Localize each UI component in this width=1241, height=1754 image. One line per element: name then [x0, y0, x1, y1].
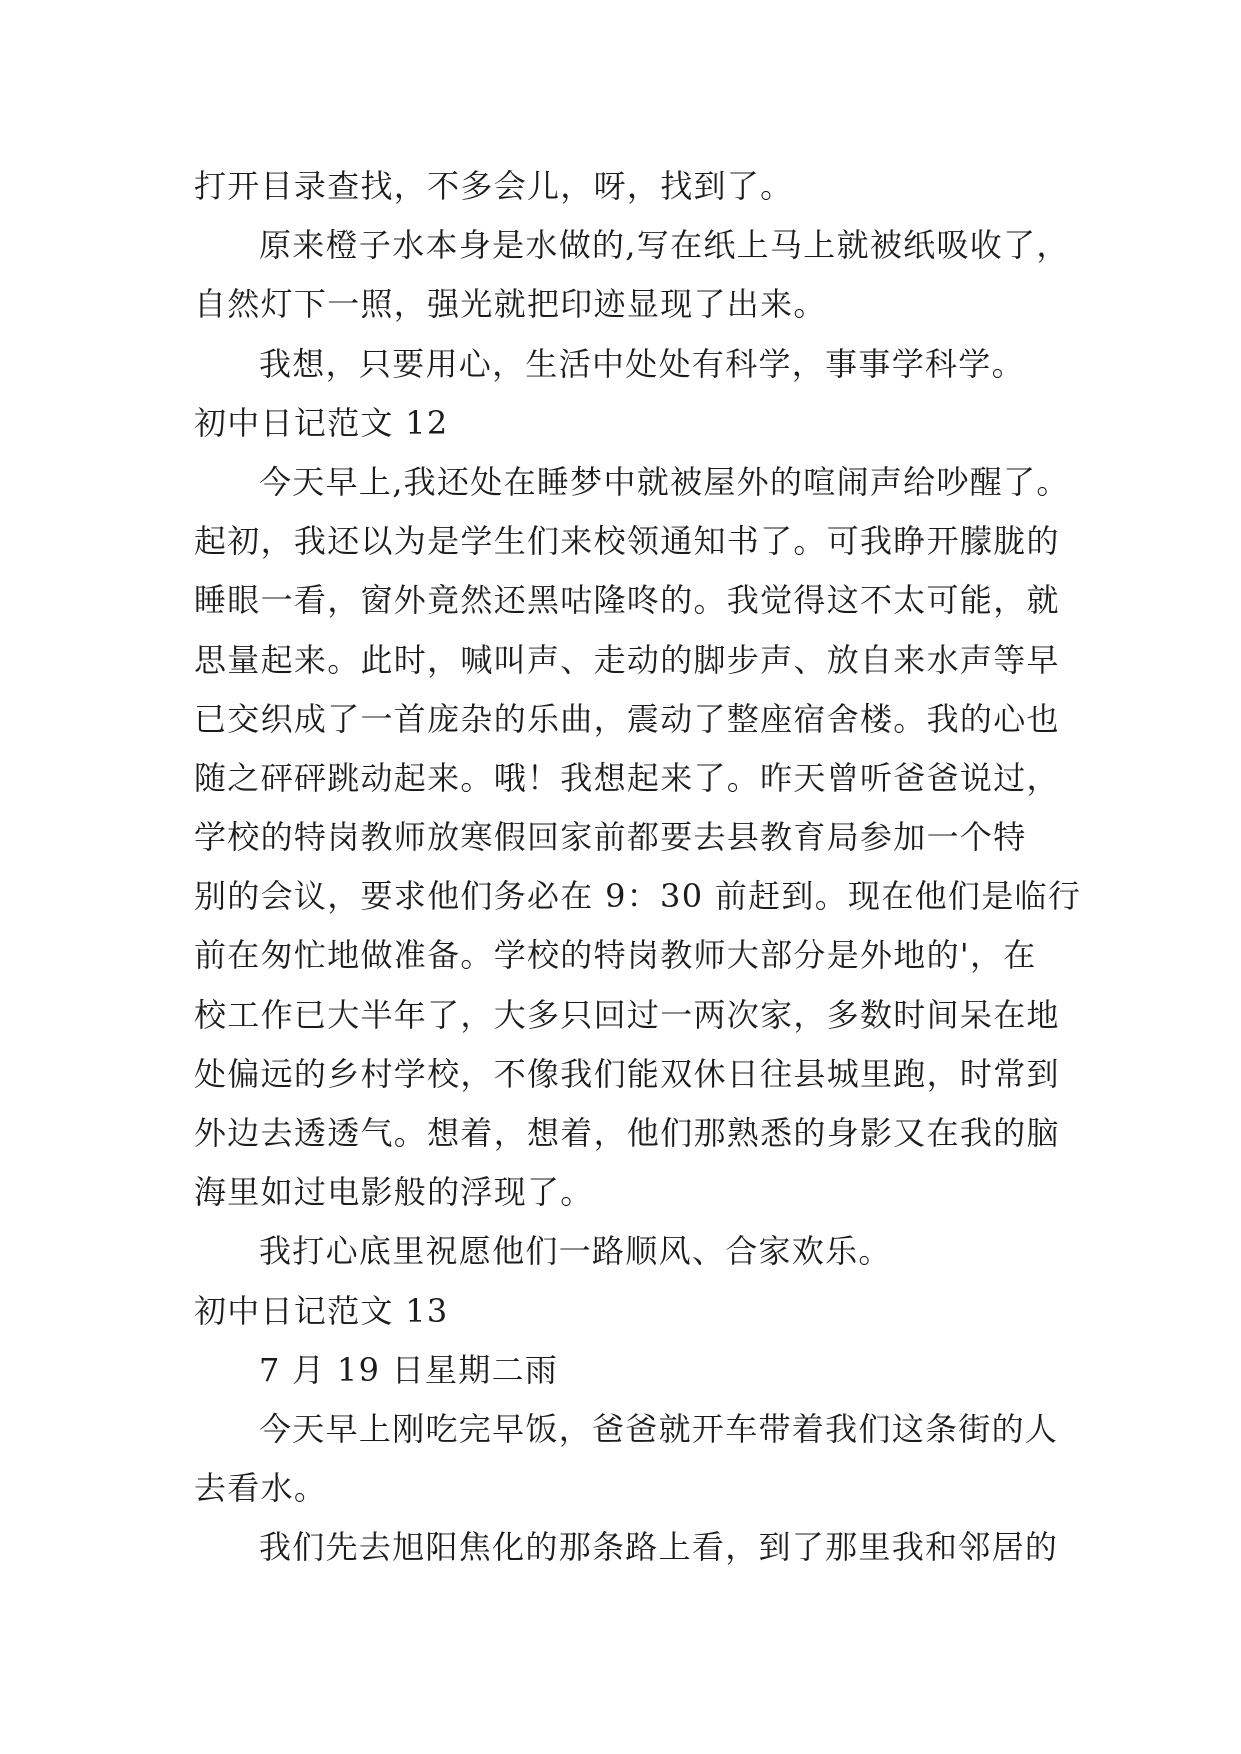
- document-body: [194, 157, 1174, 1578]
- paragraph-line: 去看水。: [194, 1469, 328, 1508]
- paragraph-line: 学校的特岗教师放寒假回家前都要去县教育局参加一个特: [194, 818, 1027, 857]
- paragraph-line: 起初，我还以为是学生们来校领通知书了。可我睁开朦胧的: [194, 522, 1060, 561]
- paragraph-line: 别的会议，要求他们务必在 9：30 前赶到。现在他们是临行: [194, 877, 1082, 916]
- paragraph-line: 处偏远的乡村学校，不像我们能双休日往县城里跑，时常到: [194, 1054, 1060, 1093]
- paragraph-line: 校工作已大半年了，大多只回过一两次家，多数时间呆在地: [194, 995, 1060, 1034]
- section-heading: 初中日记范文 13: [194, 1291, 449, 1330]
- paragraph-line: 我们先去旭阳焦化的那条路上看，到了那里我和邻居的: [259, 1528, 1059, 1567]
- paragraph-line: 睡眼一看，窗外竟然还黑咕隆咚的。我觉得这不太可能，就: [194, 581, 1060, 620]
- paragraph-line: 自然灯下一照，强光就把印迹显现了出来。: [194, 285, 827, 324]
- paragraph-line: 前在匆忙地做准备。学校的特岗教师大部分是外地的'，在: [194, 936, 1037, 975]
- paragraph-line: 原来橙子水本身是水做的,写在纸上马上就被纸吸收了，: [259, 226, 1070, 265]
- diary-date: 7 月 19 日星期二雨: [259, 1350, 559, 1389]
- paragraph-line: 海里如过电影般的浮现了。: [194, 1173, 594, 1212]
- paragraph-line: 今天早上刚吃完早饭，爸爸就开车带着我们这条街的人: [259, 1409, 1059, 1448]
- paragraph-line: 外边去透透气。想着，想着，他们那熟悉的身影又在我的脑: [194, 1114, 1060, 1152]
- paragraph-line: 我打心底里祝愿他们一路顺风、合家欢乐。: [259, 1232, 892, 1271]
- paragraph-line: 打开目录查找，不多会儿，呀，找到了。: [194, 167, 794, 205]
- section-heading: 初中日记范文 12: [194, 403, 449, 442]
- paragraph-line: 随之砰砰跳动起来。哦！我想起来了。昨天曾听爸爸说过，: [194, 758, 1060, 797]
- paragraph-line: 今天早上,我还处在睡梦中就被屋外的喧闹声给吵醒了。: [259, 462, 1070, 501]
- paragraph-line: 我想，只要用心，生活中处处有科学，事事学科学。: [259, 344, 1025, 383]
- paragraph-line: 思量起来。此时，喊叫声、走动的脚步声、放自来水声等早: [194, 640, 1060, 679]
- paragraph-line: 已交织成了一首庞杂的乐曲，震动了整座宿舍楼。我的心也: [194, 699, 1060, 738]
